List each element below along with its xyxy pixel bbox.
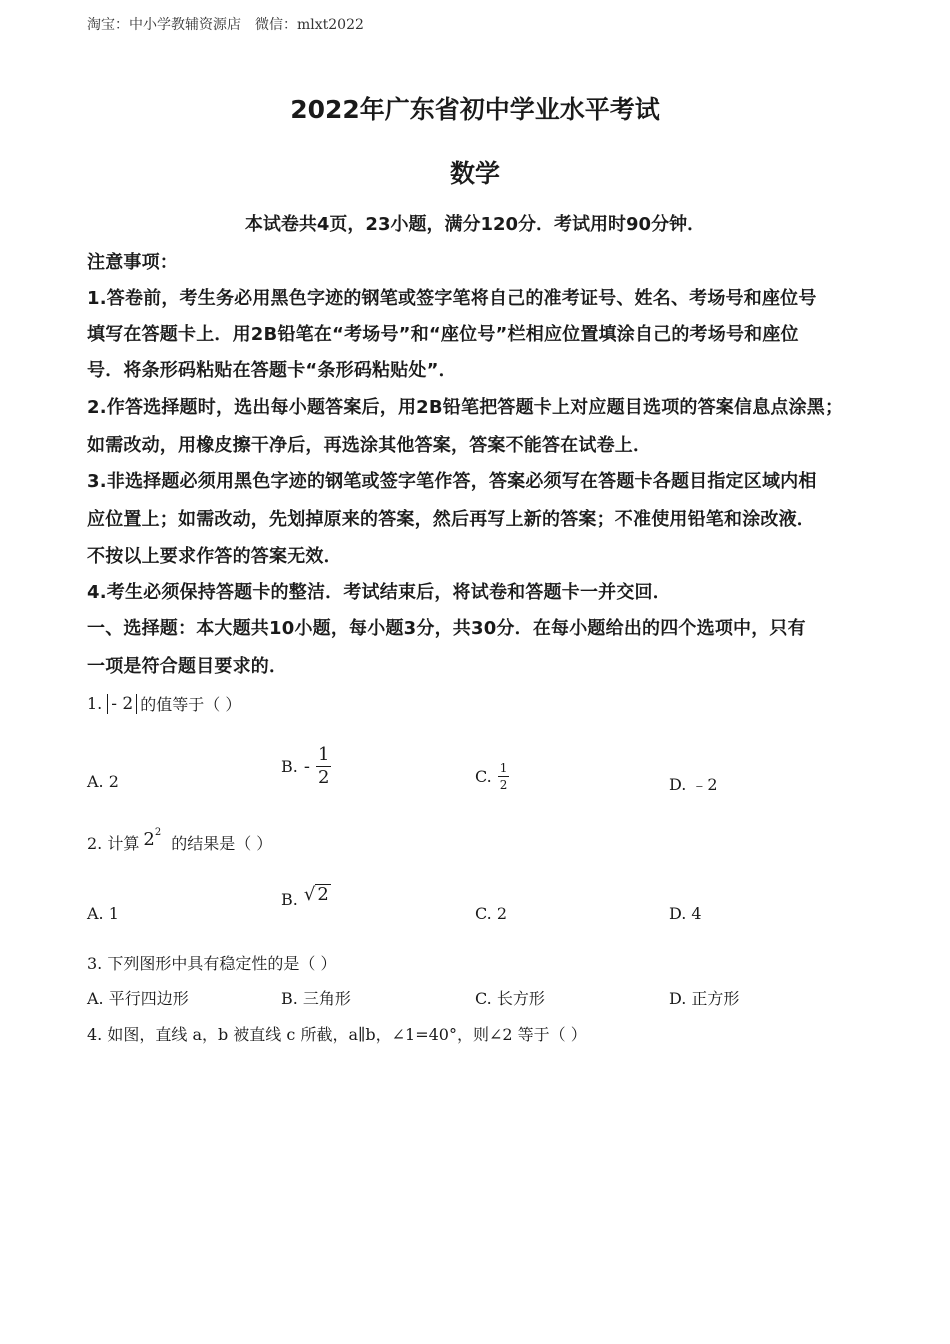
q1-option-b [281, 746, 331, 787]
notice-line: 填写在答题卡上．用2B铅笔在“考场号”和“座位号”栏相应位置填涂自己的考场号和座位 [87, 324, 799, 345]
fraction [498, 762, 510, 791]
notice-line: 号．将条形码粘贴在答题卡“条形码粘贴处”． [87, 360, 457, 381]
question-1 [87, 692, 241, 715]
q2-option-c: C. 2 [475, 904, 508, 923]
q3-option-b: B. 三角形 [281, 989, 351, 1008]
option-label: C. [475, 767, 492, 786]
notice-line: 应位置上；如需改动，先划掉原来的答案，然后再写上新的答案；不准使用铅笔和涂改液． [87, 509, 815, 530]
exam-info: 本试卷共4页，23小题，满分120分．考试用时90分钟． [244, 214, 706, 235]
fraction-denominator: 2 [499, 778, 508, 792]
q3-option-d: D. 正方形 [669, 989, 740, 1008]
question-2 [87, 827, 273, 854]
header-wechat: 微信：mlxt2022 [255, 17, 364, 33]
notice-line: 1.答卷前，考生务必用黑色字迹的钢笔或签字笔将自己的准考证号、姓名、考场号和座位号 [87, 288, 817, 309]
q2-option-d: D. 4 [669, 904, 702, 923]
question-number: 1. [87, 694, 103, 713]
fraction-numerator: 1 [499, 761, 508, 775]
power-exponent: 2 [154, 827, 162, 838]
radical-sign-icon: √ [303, 884, 316, 905]
notice-line: 不按以上要求作答的答案无效． [87, 546, 342, 567]
q2-option-a: A. 1 [87, 904, 119, 923]
fraction [316, 746, 331, 787]
notice-line: 3.非选择题必须用黑色字迹的钢笔或签字笔作答，答案必须写在答题卡各题目指定区域内相 [87, 471, 817, 492]
q1-option-c [475, 762, 509, 791]
question-stem: 的结果是（ ） [171, 834, 273, 853]
q1-option-d: D. ﹣2 [669, 775, 718, 794]
page-header [87, 14, 364, 34]
fraction-numerator: 1 [317, 744, 330, 765]
square-root [304, 884, 331, 905]
question-stem: 的值等于（ ） [140, 695, 242, 714]
fraction-denominator: 2 [317, 767, 330, 788]
notice-line: 2.作答选择题时，选出每小题答案后，用2B铅笔把答题卡上对应题目选项的答案信息点涂黑； [87, 397, 844, 418]
notice-heading: 注意事项： [87, 252, 178, 273]
notice-line: 4.考生必须保持答题卡的整洁．考试结束后，将试卷和答题卡一并交回． [87, 582, 671, 603]
notice-line: 如需改动，用橡皮擦干净后，再选涂其他答案，答案不能答在试卷上． [87, 435, 652, 456]
option-label: B. [281, 890, 298, 909]
absolute-value-expression: - 2 [107, 694, 137, 714]
exam-subject: 数学 [449, 159, 500, 188]
question-prefix: 2. 计算 [87, 834, 140, 853]
exam-title: 2022年广东省初中学业水平考试 [290, 95, 660, 124]
minus-sign: - [303, 756, 310, 777]
power-base: 2 [143, 829, 155, 850]
q2-option-b [281, 884, 331, 911]
section-heading: 一、选择题：本大题共10小题，每小题3分，共30分．在每小题给出的四个选项中，只有 [87, 618, 806, 639]
option-label: B. [281, 757, 298, 776]
question-3: 3. 下列图形中具有稳定性的是（ ） [87, 954, 337, 973]
radicand: 2 [317, 884, 329, 906]
section-heading-cont: 一项是符合题目要求的． [87, 656, 288, 677]
q3-option-c: C. 长方形 [475, 989, 545, 1008]
q1-option-a: A. 2 [87, 772, 119, 791]
question-4: 4. 如图，直线 a，b 被直线 c 所截，a∥b，∠1=40°，则∠2 等于（ ） [87, 1025, 587, 1044]
fraction-bar [498, 776, 510, 777]
q3-option-a: A. 平行四边形 [87, 989, 189, 1008]
header-shop: 淘宝：中小学教辅资源店 [87, 17, 241, 33]
